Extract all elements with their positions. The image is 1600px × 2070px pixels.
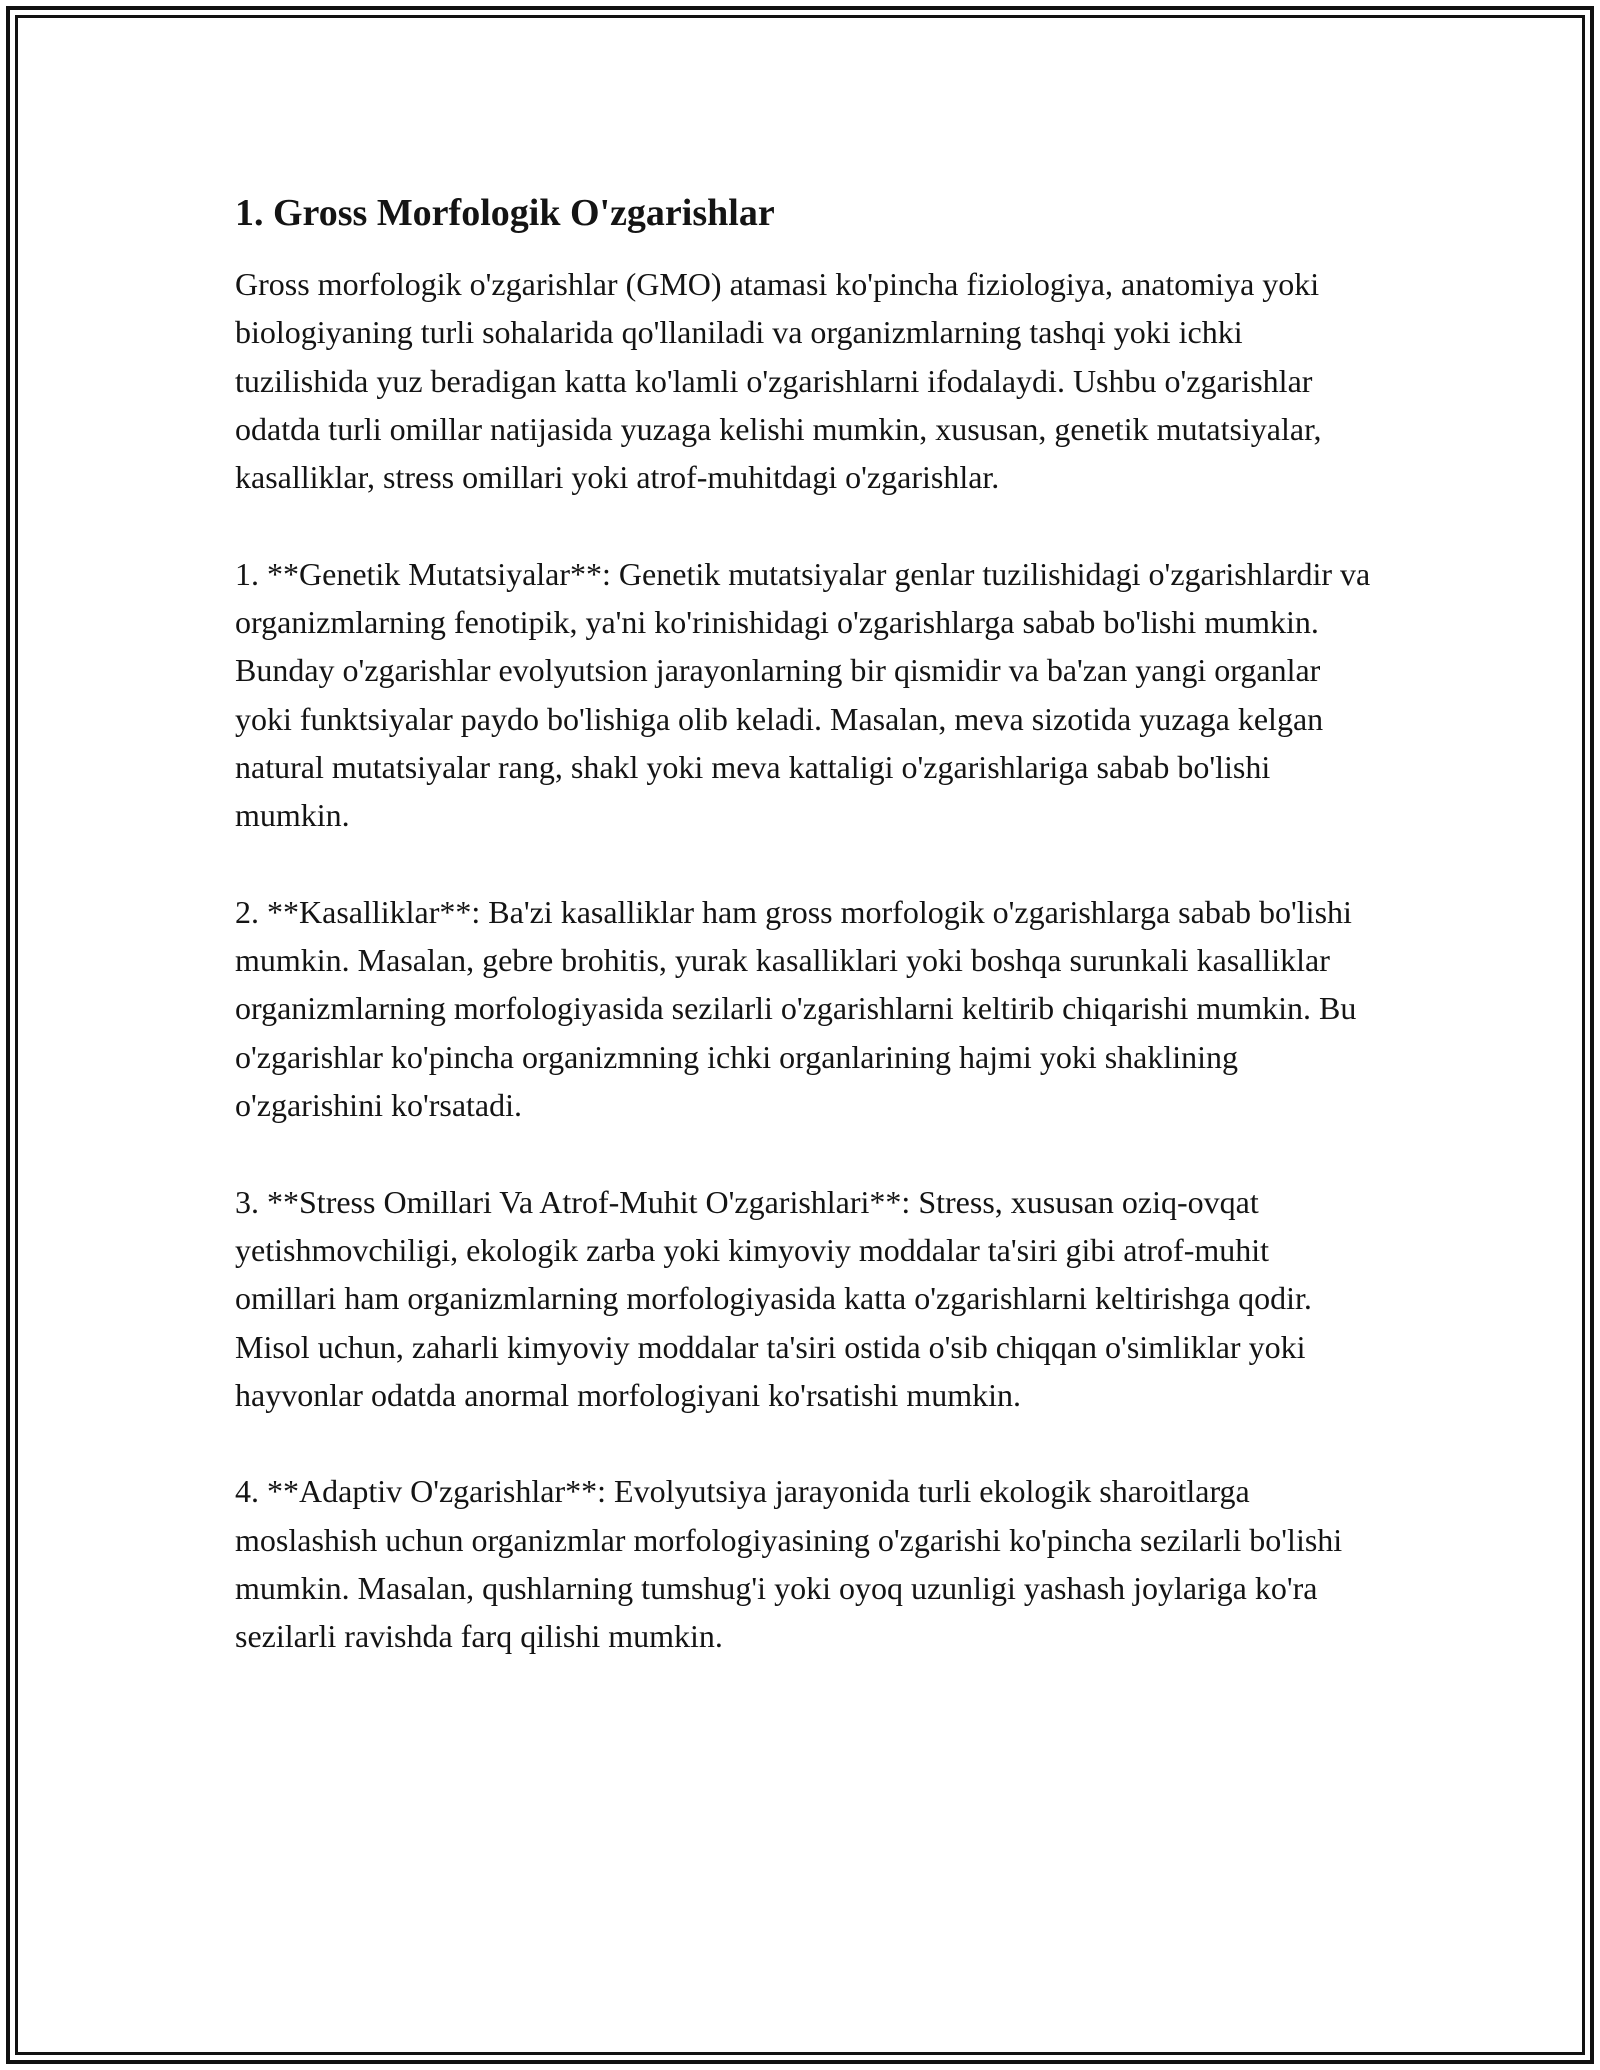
paragraph-stress-environment: 3. **Stress Omillari Va Atrof-Muhit O'zgarishlari**: Stress, xususan oziq-ovqat yetishmovchiligi, ekologik zarba yoki kimyoviy moddalar ta'siri gibi atrof-muhit omillari ham organizmlarning morfologiyasida katta o'zgarishlarni keltirishga qodir. Misol uchun, zaharli kimyoviy moddalar ta'siri ostida o'sib chiqqan o'simliklar yoki hayvonlar odatda anormal morfologiyani ko'rsatishi mumkin. xyxy=(235,1183,1312,1413)
intro-paragraph: Gross morfologik o'zgarishlar (GMO) atamasi ko'pincha fiziologiya, anatomiya yoki biologiyaning turli sohalarida qo'llaniladi va organizmlarning tashqi yoki ichki tuzilishida yuz beradigan katta ko'lamli o'zgarishlarni ifodalaydi. Ushbu o'zgarishlar odatda turli omillar natijasida yuzaga kelishi mumkin, xususan, genetik mutatsiyalar, kasalliklar, stress omillari yoki atrof-muhitdagi o'zgarishlar. xyxy=(235,266,1322,496)
document-body xyxy=(235,188,1375,1661)
paragraph-diseases: 2. **Kasalliklar**: Ba'zi kasalliklar ham gross morfologik o'zgarishlarga sabab bo'lishi mumkin. Masalan, gebre brohitis, yurak kasalliklari yoki boshqa surunkali kasalliklar organizmlarning morfologiyasida sezilarli o'zgarishlarni keltirib chiqarishi mumkin. Bu o'zgarishlar ko'pincha organizmning ichki organlarining hajmi yoki shaklining o'zgarishini ko'rsatadi. xyxy=(235,893,1357,1124)
paragraph-genetic-mutations: 1. **Genetik Mutatsiyalar**: Genetik mutatsiyalar genlar tuzilishidagi o'zgarishlardir va organizmlarning fenotipik, ya'ni ko'rinishidagi o'zgarishlarga sabab bo'lishi mumkin. Bunday o'zgarishlar evolyutsion jarayonlarning bir qismidir va ba'zan yangi organlar yoki funktsiyalar paydo bo'lishiga olib keladi. Masalan, meva sizotida yuzaga kelgan natural mutatsiyalar rang, shakl yoki meva kattaligi o'zgarishlariga sabab bo'lishi mumkin. xyxy=(235,555,1371,834)
paragraph-adaptive-changes: 4. **Adaptiv O'zgarishlar**: Evolyutsiya jarayonida turli ekologik sharoitlarga moslashish uchun organizmlar morfologiyasining o'zgarishi ko'pincha sezilarli bo'lishi mumkin. Masalan, qushlarning tumshug'i yoki oyoq uzunligi yashash joylariga ko'ra sezilarli ravishda farq qilishi mumkin. xyxy=(235,1473,1343,1655)
document-title: 1. Gross Morfologik O'zgarishlar xyxy=(235,192,775,234)
